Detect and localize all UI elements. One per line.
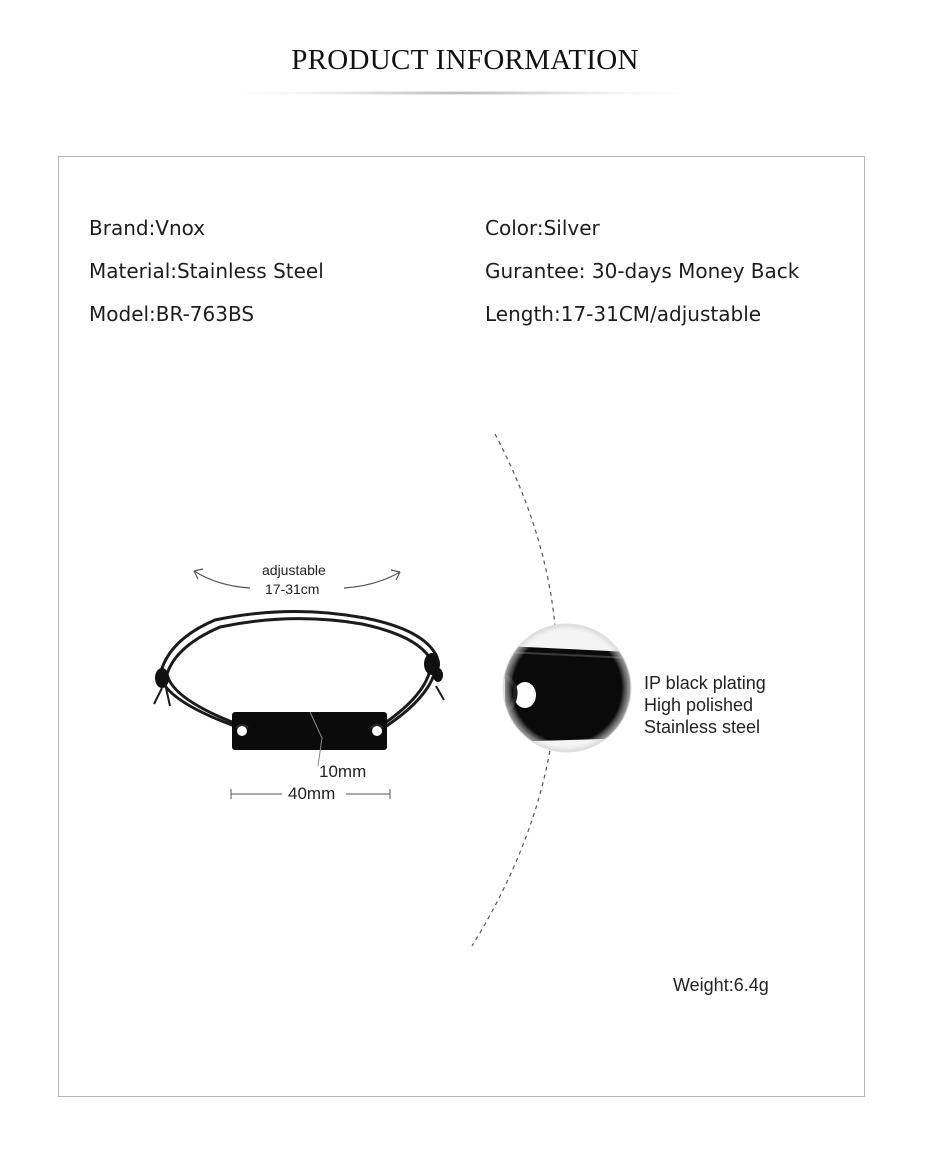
plating-detail-line-1: IP black plating [644,673,766,693]
adjustable-range-label: 17-31cm [265,581,320,597]
plating-detail-line-2: High polished [644,695,754,715]
bracelet-bar-plate [232,712,387,750]
height-label: 10mm [319,762,367,781]
page-title: PRODUCT INFORMATION [291,44,639,76]
spec-material: Material:Stainless Steel [89,259,324,283]
spec-color: Color:Silver [485,216,600,240]
spec-guarantee: Gurantee: 30-days Money Back [485,259,800,283]
adjustable-label: adjustable [262,562,326,578]
cord-knots [155,653,443,688]
width-label: 40mm [288,784,336,803]
bracelet-cord [160,611,437,727]
zoom-rim [503,624,631,752]
spec-length: Length:17-31CM/adjustable [485,302,762,326]
spec-brand: Brand:Vnox [89,216,206,240]
weight-label: Weight:6.4g [673,975,769,995]
spec-model: Model:BR-763BS [89,302,255,326]
plating-detail-line-3: Stainless steel [644,717,761,737]
adjust-arrow-left-icon [194,569,250,588]
adjust-arrow-right-icon [344,570,400,588]
